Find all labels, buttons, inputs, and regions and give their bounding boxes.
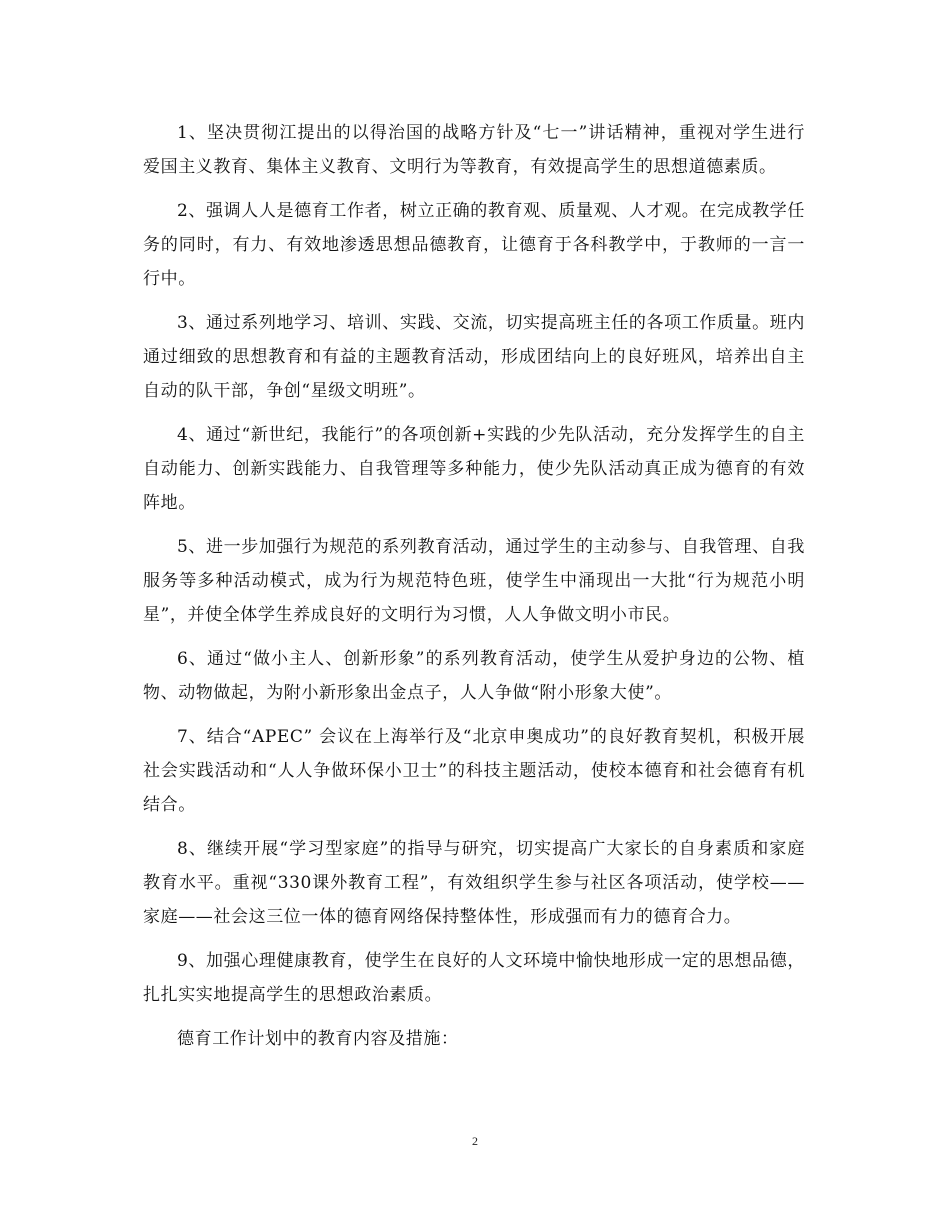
paragraph-5: 5、进一步加强行为规范的系列教育活动，通过学生的主动参与、自我管理、自我服务等多种活动模式，成为行为规范特色班，使学生中涌现出一大批“行为规范小明星”，并使全体学生养成良好的文明行为习惯，人人争做文明小市民。	[143, 537, 805, 625]
page-number: 2	[472, 1134, 478, 1148]
paragraph-9: 9、加强心理健康教育，使学生在良好的人文环境中愉快地形成一定的思想品德，扎扎实实地提高学生的思想政治素质。	[143, 951, 805, 1005]
paragraph-3: 3、通过系列地学习、培训、实践、交流，切实提高班主任的各项工作质量。班内通过细致的思想教育和有益的主题教育活动，形成团结向上的良好班风，培养出自主自动的队干部，争创“星级文明班”。	[143, 313, 805, 401]
document-body	[143, 116, 805, 1066]
paragraph-8: 8、继续开展“学习型家庭”的指导与研究，切实提高广大家长的自身素质和家庭教育水平。重视“330课外教育工程”，有效组织学生参与社区各项活动，使学校——家庭——社会这三位一体的德育网络保持整体性，形成强而有力的德育合力。	[143, 839, 805, 927]
paragraph-4: 4、通过“新世纪，我能行”的各项创新+实践的少先队活动，充分发挥学生的自主自动能力、创新实践能力、自我管理等多种能力，使少先队活动真正成为德育的有效阵地。	[143, 425, 805, 513]
paragraph-6: 6、通过“做小主人、创新形象”的系列教育活动，使学生从爱护身边的公物、植物、动物做起，为附小新形象出金点子，人人争做“附小形象大使”。	[143, 649, 805, 703]
paragraph-1: 1、坚决贯彻江提出的以得治国的战略方针及“七一”讲话精神，重视对学生进行爱国主义教育、集体主义教育、文明行为等教育，有效提高学生的思想道德素质。	[143, 123, 805, 177]
section-heading: 德育工作计划中的教育内容及措施：	[177, 1029, 459, 1049]
paragraph-7: 7、结合“APEC” 会议在上海举行及“北京申奥成功”的良好教育契机，积极开展社会实践活动和“人人争做环保小卫士”的科技主题活动，使校本德育和社会德育有机结合。	[143, 727, 805, 815]
paragraph-2: 2、强调人人是德育工作者，树立正确的教育观、质量观、人才观。在完成教学任务的同时，有力、有效地渗透思想品德教育，让德育于各科教学中，于教师的一言一行中。	[143, 201, 805, 289]
